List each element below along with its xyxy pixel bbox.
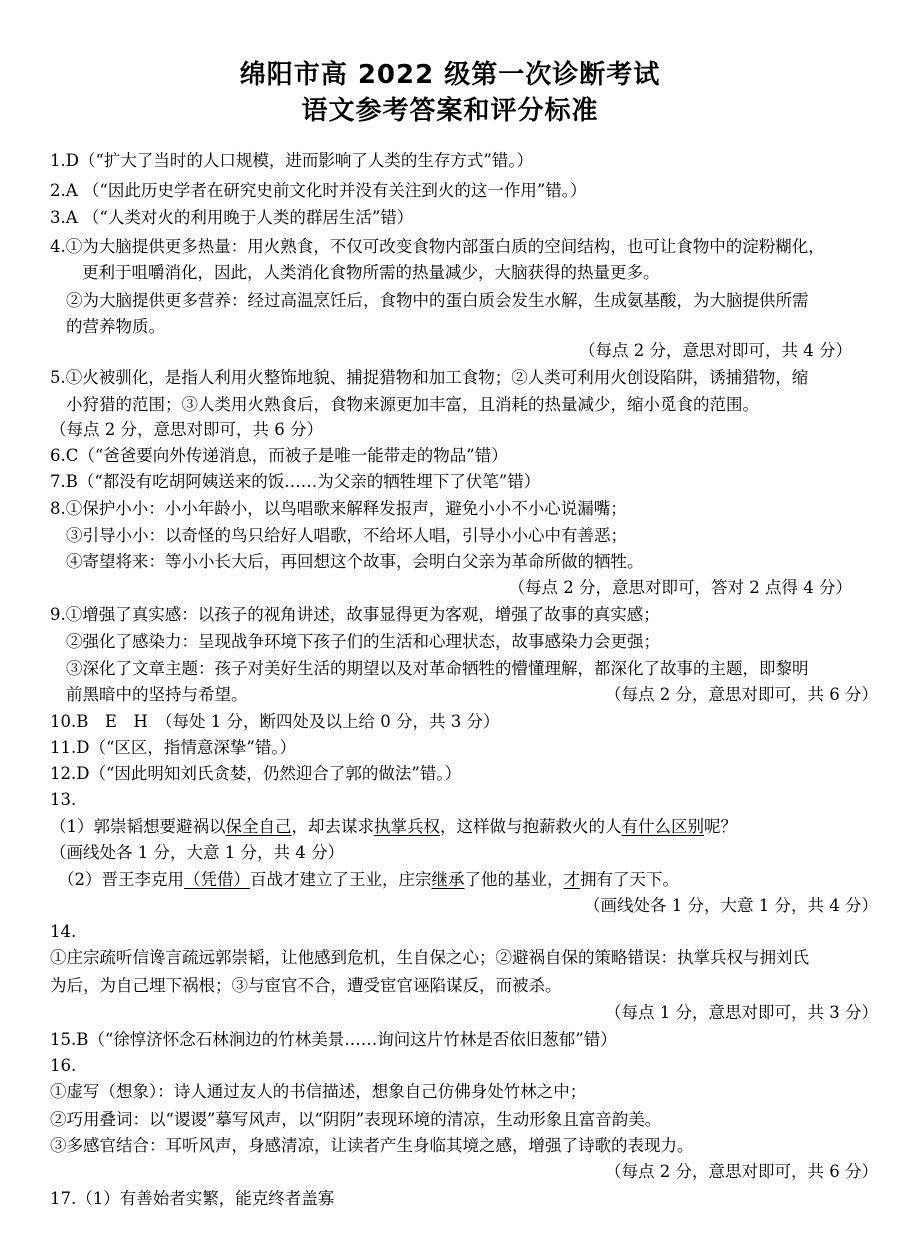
answer-q16-number: 16. — [50, 1056, 77, 1075]
answer-q15: 15.B（“徐惇济怀念石林涧边的竹林美景……询问这片竹林是否依旧葱郁”错） — [50, 1030, 617, 1049]
answer-q7: 7.B（“都没有吃胡阿姨送来的饭……为父亲的牺牲埋下了伏笔”错） — [50, 472, 541, 491]
answer-q13-1-score: （画线处各 1 分，大意 1 分，共 4 分） — [50, 843, 344, 862]
answer-q4-line4: 的营养物质。 — [66, 317, 165, 336]
answer-q13-2 — [58, 870, 679, 890]
answer-q9-line3: ③深化了文章主题：孩子对美好生活的期望以及对革命牺牲的懵懂理解，都深化了故事的主题，即黎明 — [66, 659, 809, 678]
answer-q12: 12.D（“因此明知刘氏贪婪，仍然迎合了郭的做法”错。） — [50, 764, 462, 783]
answer-q4-score: （每点 2 分，意思对即可，共 4 分） — [579, 341, 852, 360]
document-title: 绵阳市高 2022 级第一次诊断考试 — [239, 60, 661, 90]
q13-1-underlined: 有什么区别 — [621, 817, 704, 836]
q13-1-text: ，却去谋求 — [291, 817, 374, 836]
answer-q16-line1: ①虚写（想象）：诗人通过友人的书信描述，想象自己仿佛身处竹林之中； — [50, 1082, 587, 1101]
answer-q14-line1: ①庄宗疏听信谗言疏远郭崇韬，让他感到危机，生自保之心；②避祸自保的策略错误：执掌兵权与拥刘氏 — [50, 948, 809, 967]
answer-q9-line2: ②强化了感染力：呈现战争环境下孩子们的生活和心理状态，故事感染力会更强； — [66, 632, 660, 651]
answer-q14-line2: 为后，为自己埋下祸根；③与宦官不合，遭受宦官诬陷谋反，而被杀。 — [50, 976, 562, 995]
answer-q13-1 — [50, 817, 737, 837]
answer-q16-score: （每点 2 分，意思对即可，共 6 分） — [605, 1162, 878, 1181]
answer-q14-score: （每点 1 分，意思对即可，共 3 分） — [605, 1003, 878, 1022]
answer-q5-line1: 5.①火被驯化，是指人利用火整饰地貌、捕捉猎物和加工食物；②人类可利用火创设陷阱，诱捕猎物，缩 — [50, 368, 809, 387]
answer-q4-line1: 4.①为大脑提供更多热量：用火熟食，不仅可改变食物内部蛋白质的空间结构，也可让食物中的淀粉糊化， — [50, 237, 825, 256]
q13-2-underlined: 才 — [563, 870, 580, 889]
answer-q9-line4: 前黑暗中的坚持与希望。 — [66, 685, 248, 704]
answer-q5-line2: 小狩猎的范围；③人类用火熟食后，食物来源更加丰富，且消耗的热量减少，缩小觅食的范围。 — [66, 395, 759, 414]
q13-2-underlined: 继承 — [431, 870, 465, 889]
answer-q8-line1: 8.①保护小小：小小年龄小，以鸟唱歌来解释发报声，避免小小不小心说漏嘴； — [50, 499, 627, 518]
q13-2-text: 了他的基业， — [464, 870, 564, 889]
answer-q4-line2: 更利于咀嚼消化，因此，人类消化食物所需的热量减少，大脑获得的热量更多。 — [82, 263, 660, 282]
answer-q13-2-score: （画线处各 1 分，大意 1 分，共 4 分） — [584, 896, 878, 915]
answer-q3: 3.A （“人类对火的利用晚于人类的群居生活”错） — [50, 208, 414, 227]
q13-1-text: 呢？ — [704, 817, 737, 836]
answer-q8-line3: ④寄望将来：等小小长大后，再回想这个故事，会明白父亲为革命所做的牺牲。 — [66, 552, 644, 571]
answer-q4-line3: ②为大脑提供更多营养：经过高温烹饪后，食物中的蛋白质会发生水解，生成氨基酸，为大脑提供所需 — [66, 291, 809, 310]
q13-2-text: 百战才建立了王业，庄宗 — [250, 870, 432, 889]
answer-q9-line1: 9.①增强了真实感：以孩子的视角讲述，故事显得更为客观，增强了故事的真实感； — [50, 605, 660, 624]
answer-q9-score: （每点 2 分，意思对即可，共 6 分） — [605, 685, 878, 704]
answer-q16-line2: ②巧用叠词：以“谡谡”摹写风声，以“阴阴”表现环境的清凉，生动形象且富音韵美。 — [50, 1110, 662, 1129]
answer-q11: 11.D（“区区，指情意深挚”错。） — [50, 738, 297, 757]
answer-q8-line2: ③引导小小：以奇怪的鸟只给好人唱歌，不给坏人唱，引导小小心中有善恶； — [66, 526, 627, 545]
answer-q10: 10.B E H （每处 1 分，断四处及以上给 0 分，共 3 分） — [50, 712, 500, 731]
answer-q8-score: （每点 2 分，意思对即可，答对 2 点得 4 分） — [508, 578, 852, 597]
answer-q2: 2.A （“因此历史学者在研究史前文化时并没有关注到火的这一作用”错。） — [50, 181, 587, 200]
q13-1-underlined: 保全自己 — [225, 817, 292, 836]
answer-q6: 6.C（“爸爸要向外传递消息，而被子是唯一能带走的物品”错） — [50, 446, 508, 465]
q13-2-text: 拥有了天下。 — [580, 870, 679, 889]
q13-2-text: （2）晋王李克用 — [58, 870, 184, 889]
q13-1-underlined: 执掌兵权 — [374, 817, 440, 836]
answer-q1: 1.D（“扩大了当时的人口规模，进而影响了人类的生存方式”错。） — [50, 151, 534, 170]
answer-q5-score: （每点 2 分，意思对即可，共 6 分） — [50, 420, 323, 439]
answer-q17: 17.（1）有善始者实繁，能克终者盖寡 — [50, 1189, 335, 1208]
q13-2-underlined: （凭借） — [184, 870, 250, 889]
q13-1-text: ，这样做与抱薪救火的人 — [440, 817, 622, 836]
document-subtitle: 语文参考答案和评分标准 — [301, 96, 599, 126]
answer-q14-number: 14. — [50, 922, 77, 941]
q13-1-text: （1）郭崇韬想要避祸以 — [50, 817, 226, 836]
answer-q16-line3: ③多感官结合：耳听风声，身感清凉，让读者产生身临其境之感，增强了诗歌的表现力。 — [50, 1136, 694, 1155]
answer-q13-number: 13. — [50, 790, 77, 809]
